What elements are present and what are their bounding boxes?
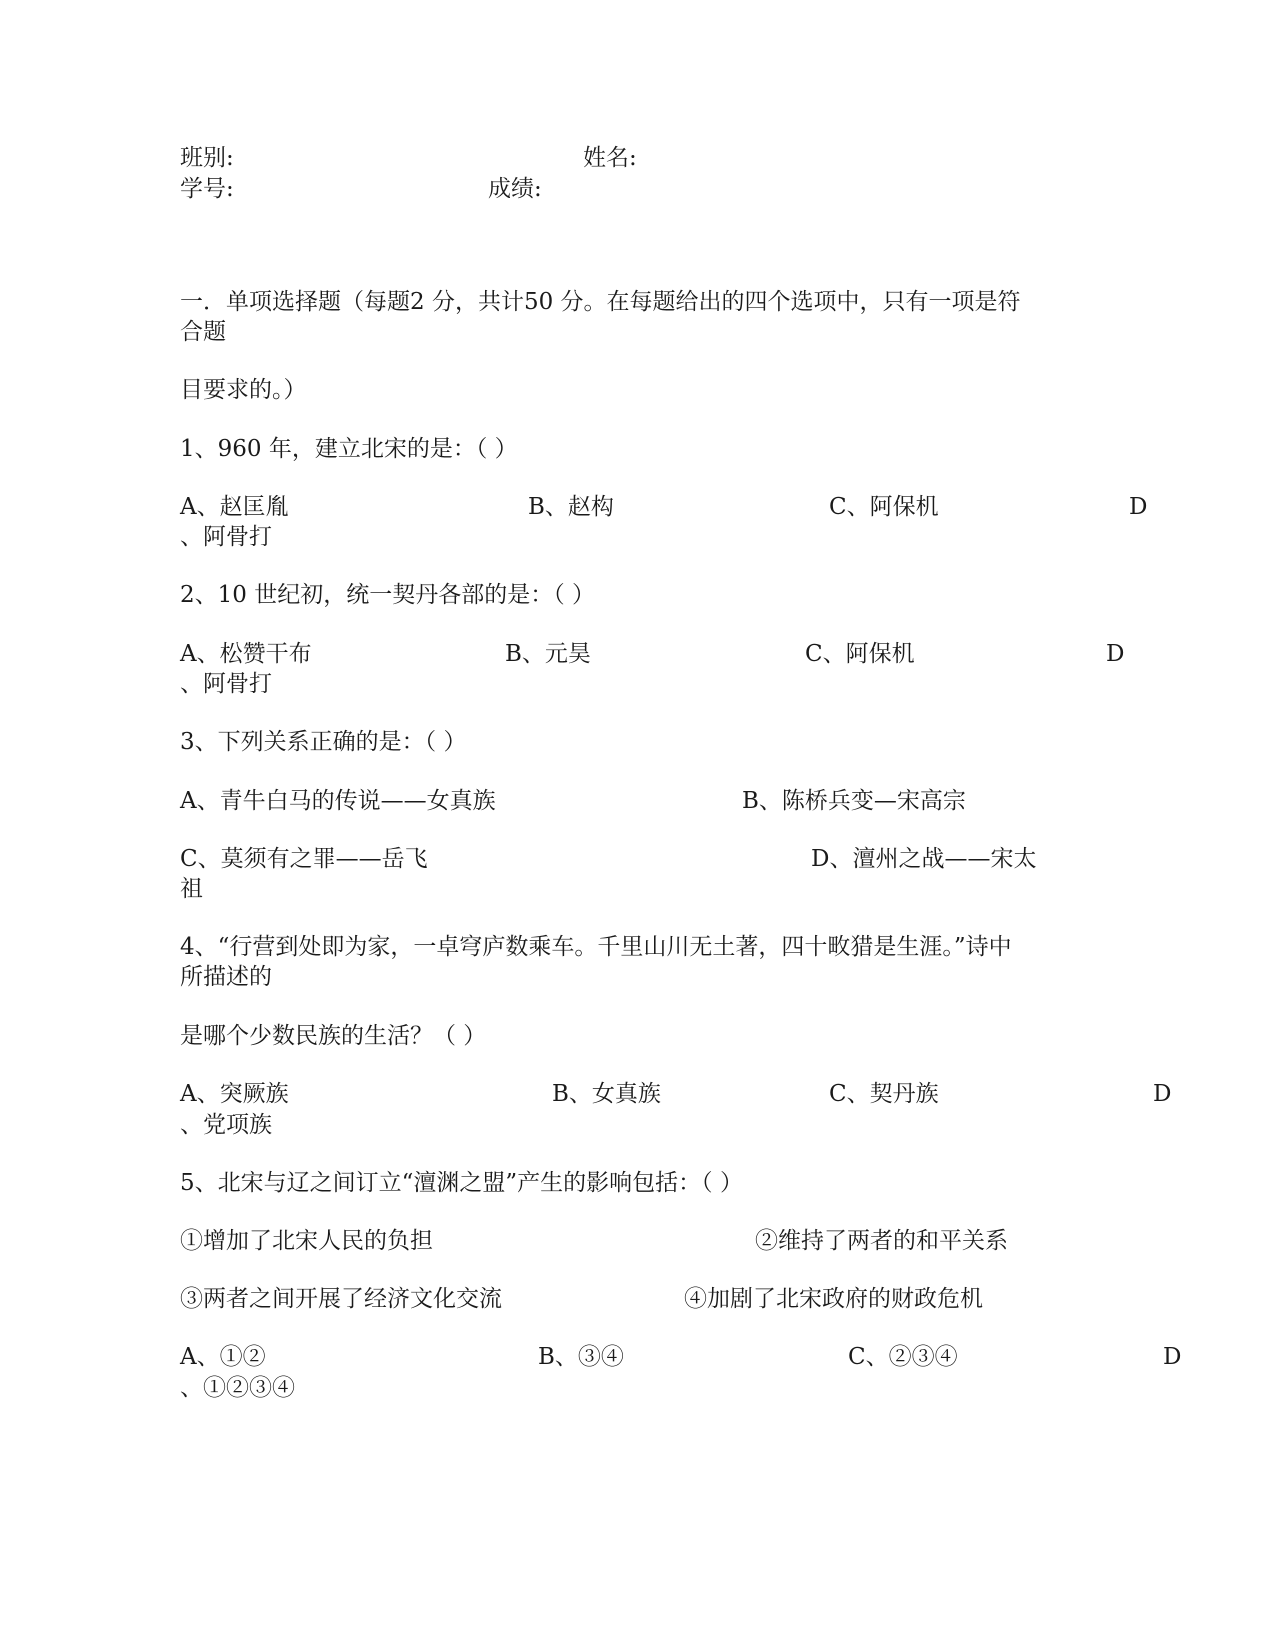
question-3-option-c: C、莫须有之罪——岳飞 xyxy=(180,846,428,872)
question-2-option-a: A、松赞干布 xyxy=(180,641,312,667)
question-2-option-d-letter: D xyxy=(1106,641,1125,667)
question-5-item-3: ③两者之间开展了经济文化交流 xyxy=(180,1286,502,1312)
question-5-option-a: A、①② xyxy=(180,1344,266,1370)
question-5-item-4: ④加剧了北宋政府的财政危机 xyxy=(684,1286,983,1312)
question-1-option-c: C、阿保机 xyxy=(829,494,939,520)
question-5-item-1: ①增加了北宋人民的负担 xyxy=(180,1228,433,1254)
question-5-option-d-letter: D xyxy=(1163,1344,1182,1370)
section-title-line2: 合题 xyxy=(180,319,226,345)
question-3-option-d-wrap: 祖 xyxy=(180,876,203,902)
question-5-stem: 5、北宋与辽之间订立“澶渊之盟”产生的影响包括：（ ） xyxy=(180,1170,743,1196)
question-1-option-d-text: 、阿骨打 xyxy=(180,524,272,550)
question-2-option-b: B、元昊 xyxy=(505,641,591,667)
question-1-stem: 1、960 年，建立北宋的是：（ ） xyxy=(180,436,518,462)
question-2-stem: 2、10 世纪初，统一契丹各部的是：（ ） xyxy=(180,582,596,608)
question-5-item-2: ②维持了两者的和平关系 xyxy=(755,1228,1008,1254)
student-id-label: 学号: xyxy=(180,176,234,202)
name-label: 姓名: xyxy=(583,145,637,171)
question-1-option-d-letter: D xyxy=(1129,494,1148,520)
question-3-option-b: B、陈桥兵变—宋高宗 xyxy=(742,788,966,814)
question-5-option-c: C、②③④ xyxy=(848,1344,958,1370)
question-4-stem-line3: 是哪个少数民族的生活？（ ） xyxy=(180,1023,487,1049)
question-4-stem-line1: 4、“行营到处即为家，一卓穹庐数乘车。千里山川无土著，四十畋猎是生涯。”诗中 xyxy=(180,934,1012,960)
question-4-stem-line2: 所描述的 xyxy=(180,964,272,990)
question-3-option-d: D、澶州之战——宋太 xyxy=(811,846,1037,872)
question-4-option-b: B、女真族 xyxy=(552,1081,661,1107)
question-4-option-a: A、突厥族 xyxy=(180,1081,289,1107)
question-3-option-a: A、青牛白马的传说——女真族 xyxy=(180,788,496,814)
question-4-option-d-letter: D xyxy=(1153,1081,1172,1107)
question-1-option-a: A、赵匡胤 xyxy=(180,494,289,520)
question-4-option-c: C、契丹族 xyxy=(829,1081,939,1107)
section-title-line3: 目要求的。） xyxy=(180,377,307,403)
section-title-line1: 一．单项选择题（每题2 分，共计50 分。在每题给出的四个选项中，只有一项是符 xyxy=(180,289,1021,315)
score-label: 成绩: xyxy=(488,176,542,202)
question-2-option-d-text: 、阿骨打 xyxy=(180,671,272,697)
class-label: 班别: xyxy=(180,145,234,171)
question-5-option-b: B、③④ xyxy=(538,1344,624,1370)
question-2-option-c: C、阿保机 xyxy=(805,641,915,667)
question-5-option-d-text: 、①②③④ xyxy=(180,1375,295,1401)
question-3-stem: 3、下列关系正确的是：（ ） xyxy=(180,729,467,755)
question-4-option-d-text: 、党项族 xyxy=(180,1112,272,1138)
question-1-option-b: B、赵构 xyxy=(528,494,614,520)
